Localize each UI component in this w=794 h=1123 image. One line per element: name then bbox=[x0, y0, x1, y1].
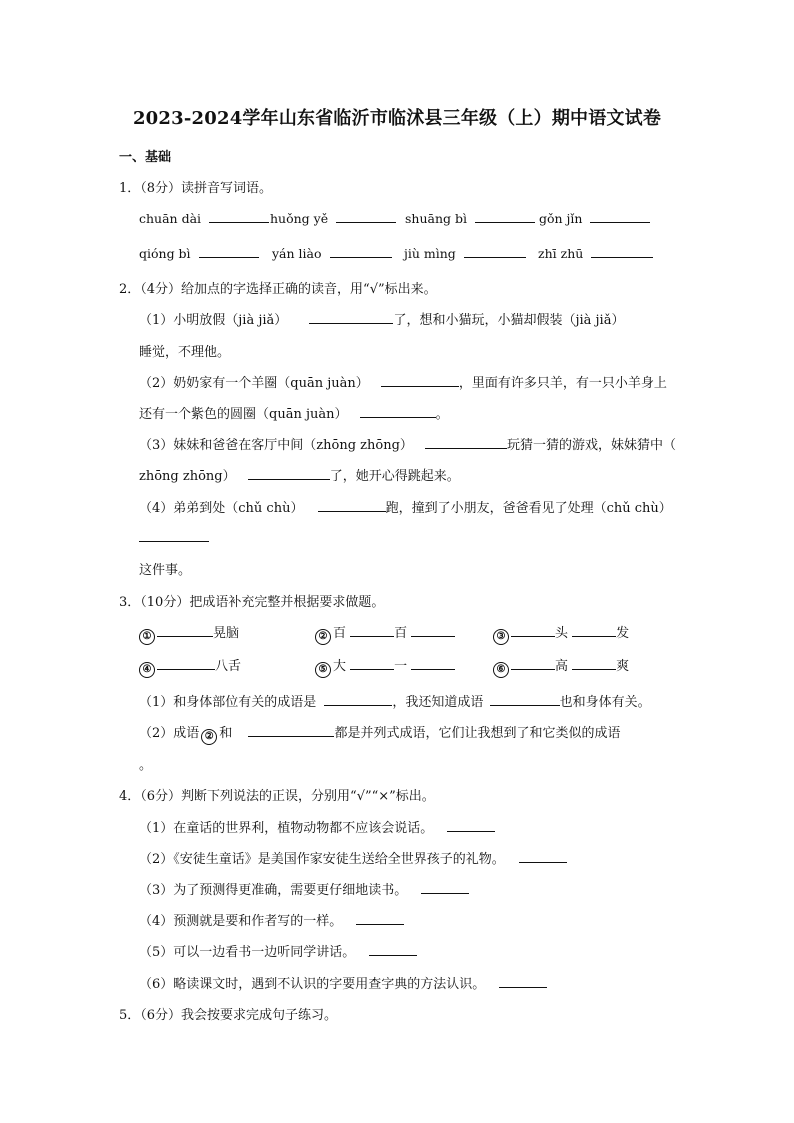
sentence-text: 了，她开心得跳起来。 bbox=[329, 469, 460, 484]
answer-blank[interactable] bbox=[381, 374, 459, 387]
q4-item-4 bbox=[139, 910, 404, 929]
sentence-text: 都是并列式成语，它们让我想到了和它类似的成语 bbox=[334, 726, 621, 741]
answer-blank[interactable] bbox=[590, 210, 650, 223]
sentence-text: 还有一个紫色的圆圈（quān juàn） bbox=[139, 407, 348, 422]
statement-text: （3）为了预测得更准确，需要更仔细地读书。 bbox=[139, 883, 408, 898]
answer-blank[interactable] bbox=[421, 881, 469, 894]
q2-sentence-3 bbox=[139, 434, 676, 453]
answer-blank[interactable] bbox=[369, 943, 417, 956]
circled-number: ② bbox=[315, 629, 331, 645]
q2-sentence-2 bbox=[139, 372, 667, 391]
q1-item-6 bbox=[272, 245, 392, 261]
q1-item-5 bbox=[139, 245, 259, 261]
answer-blank[interactable] bbox=[350, 657, 394, 670]
pinyin: huǒng yě bbox=[270, 211, 329, 226]
circled-number: ④ bbox=[139, 662, 155, 678]
q1-item-2 bbox=[270, 210, 396, 226]
q2-sentence-1 bbox=[139, 309, 624, 328]
answer-blank[interactable] bbox=[336, 210, 396, 223]
q4-item-6 bbox=[139, 973, 547, 992]
circled-number: ① bbox=[139, 629, 155, 645]
sentence-text: 了，想和小猫玩，小猫却假装（jià jiǎ） bbox=[393, 313, 625, 328]
question-4-stem: 4．（6分）判断下列说法的正误，分别用“√”“×”标出。 bbox=[119, 789, 435, 804]
sentence-text: （4）弟弟到处（chǔ chù） bbox=[139, 501, 304, 516]
q2-sentence-4 bbox=[139, 497, 672, 516]
q3-subquestion-1 bbox=[139, 691, 651, 710]
answer-blank[interactable] bbox=[199, 245, 259, 258]
q2-sentence-1-cont: 睡觉，不理他。 bbox=[139, 345, 231, 360]
q1-item-4 bbox=[539, 210, 650, 226]
section-heading: 一、基础 bbox=[119, 150, 172, 165]
answer-blank[interactable] bbox=[309, 311, 393, 324]
answer-blank[interactable] bbox=[475, 210, 535, 223]
question-2-stem: 2．（4分）给加点的字选择正确的读音，用“√”标出来。 bbox=[119, 282, 437, 297]
statement-text: （4）预测就是要和作者写的一样。 bbox=[139, 914, 343, 929]
q3-subquestion-2 bbox=[139, 722, 620, 745]
sentence-text: 玩猜一猜的游戏，妹妹猜中（ bbox=[507, 438, 677, 453]
answer-blank[interactable] bbox=[411, 624, 455, 637]
pinyin: shuāng bì bbox=[405, 211, 467, 226]
answer-blank[interactable] bbox=[209, 210, 269, 223]
q1-item-1 bbox=[139, 210, 269, 226]
answer-blank[interactable] bbox=[360, 405, 436, 418]
answer-blank[interactable] bbox=[157, 657, 215, 670]
answer-blank[interactable] bbox=[139, 529, 209, 542]
answer-blank[interactable] bbox=[248, 724, 334, 737]
answer-blank[interactable] bbox=[490, 693, 560, 706]
idiom-text: 大 bbox=[333, 659, 347, 674]
answer-blank[interactable] bbox=[356, 912, 404, 925]
answer-blank[interactable] bbox=[572, 657, 616, 670]
circled-number: ⑥ bbox=[493, 662, 509, 678]
circled-number: ② bbox=[201, 729, 217, 745]
idiom-text: 八舌 bbox=[215, 659, 242, 674]
pinyin: yán liào bbox=[272, 246, 322, 261]
answer-blank[interactable] bbox=[464, 245, 526, 258]
sentence-text: （1）和身体部位有关的成语是 bbox=[139, 695, 317, 710]
idiom-text: 高 bbox=[555, 659, 569, 674]
q4-item-2 bbox=[139, 848, 567, 867]
q1-item-7 bbox=[404, 245, 526, 261]
answer-blank[interactable] bbox=[318, 499, 386, 512]
pinyin: zhī zhū bbox=[538, 246, 584, 261]
sentence-text: （3）妹妹和爸爸在客厅中间（zhōng zhōng） bbox=[139, 438, 413, 453]
answer-blank[interactable] bbox=[519, 850, 567, 863]
answer-blank[interactable] bbox=[157, 624, 213, 637]
q4-item-3 bbox=[139, 879, 469, 898]
pinyin: qióng bì bbox=[139, 246, 191, 261]
sentence-text: 和 bbox=[219, 726, 233, 741]
idiom-2 bbox=[315, 622, 455, 645]
question-3-stem: 3．（10分）把成语补充完整并根据要求做题。 bbox=[119, 595, 385, 610]
sentence-text: 。 bbox=[435, 407, 449, 422]
idiom-text: 爽 bbox=[616, 659, 630, 674]
answer-blank[interactable] bbox=[248, 467, 330, 480]
idiom-1 bbox=[139, 622, 239, 645]
sentence-text: ，我还知道成语 bbox=[392, 695, 484, 710]
answer-blank[interactable] bbox=[411, 657, 455, 670]
idiom-3 bbox=[493, 622, 629, 645]
answer-blank[interactable] bbox=[425, 436, 507, 449]
answer-blank[interactable] bbox=[499, 975, 547, 988]
idiom-4 bbox=[139, 655, 241, 678]
sentence-text: ，里面有许多只羊，有一只小羊身上 bbox=[458, 376, 667, 391]
statement-text: （2）《安徒生童话》是美国作家安徒生送给全世界孩子的礼物。 bbox=[139, 852, 505, 867]
pinyin: jiù mìng bbox=[404, 246, 456, 261]
answer-blank[interactable] bbox=[572, 624, 616, 637]
statement-text: （5）可以一边看书一边听同学讲话。 bbox=[139, 945, 356, 960]
question-5-stem: 5．（6分）我会按要求完成句子练习。 bbox=[119, 1008, 338, 1023]
q2-sentence-3-cont bbox=[139, 465, 460, 484]
q4-item-1 bbox=[139, 817, 495, 836]
answer-blank[interactable] bbox=[447, 819, 495, 832]
sentence-text: 也和身体有关。 bbox=[559, 695, 651, 710]
q1-item-3 bbox=[405, 210, 535, 226]
q3-subquestion-2-cont: 。 bbox=[139, 758, 153, 773]
statement-text: （1）在童话的世界利，植物动物都不应该会说话。 bbox=[139, 821, 434, 836]
answer-blank[interactable] bbox=[324, 693, 392, 706]
sentence-text: 跑，撞到了小朋友，爸爸看见了处理（chǔ chù） bbox=[385, 501, 672, 516]
question-1-stem: 1．（8分）读拼音写词语。 bbox=[119, 181, 273, 196]
circled-number: ③ bbox=[493, 629, 509, 645]
idiom-text: 一 bbox=[394, 659, 408, 674]
q2-sentence-2-cont bbox=[139, 403, 449, 422]
sentence-text: （1）小明放假（jià jiǎ） bbox=[139, 313, 288, 328]
idiom-text: 头 bbox=[555, 626, 569, 641]
q2-sentence-4-cont: 这件事。 bbox=[139, 563, 192, 578]
sentence-text: （2）奶奶家有一个羊圈（quān juàn） bbox=[139, 376, 369, 391]
pinyin: chuān dài bbox=[139, 211, 202, 226]
idiom-5 bbox=[315, 655, 455, 678]
idiom-6 bbox=[493, 655, 629, 678]
idiom-text: 百 bbox=[394, 626, 408, 641]
idiom-text: 发 bbox=[616, 626, 630, 641]
answer-blank[interactable] bbox=[350, 624, 394, 637]
circled-number: ⑤ bbox=[315, 662, 331, 678]
sentence-text: zhōng zhōng） bbox=[139, 469, 236, 484]
page-title: 2023-2024学年山东省临沂市临沭县三年级（上）期中语文试卷 bbox=[132, 108, 662, 129]
q2-sentence-4-blank bbox=[139, 529, 209, 546]
idiom-text: 晃脑 bbox=[213, 626, 240, 641]
q4-item-5 bbox=[139, 941, 417, 960]
q1-item-8 bbox=[538, 245, 653, 261]
answer-blank[interactable] bbox=[330, 245, 392, 258]
answer-blank[interactable] bbox=[511, 624, 555, 637]
idiom-text: 百 bbox=[333, 626, 347, 641]
answer-blank[interactable] bbox=[511, 657, 555, 670]
pinyin: gǒn jǐn bbox=[539, 211, 583, 226]
answer-blank[interactable] bbox=[591, 245, 653, 258]
statement-text: （6）略读课文时，遇到不认识的字要用查字典的方法认识。 bbox=[139, 977, 486, 992]
sentence-text: （2）成语 bbox=[139, 726, 200, 741]
